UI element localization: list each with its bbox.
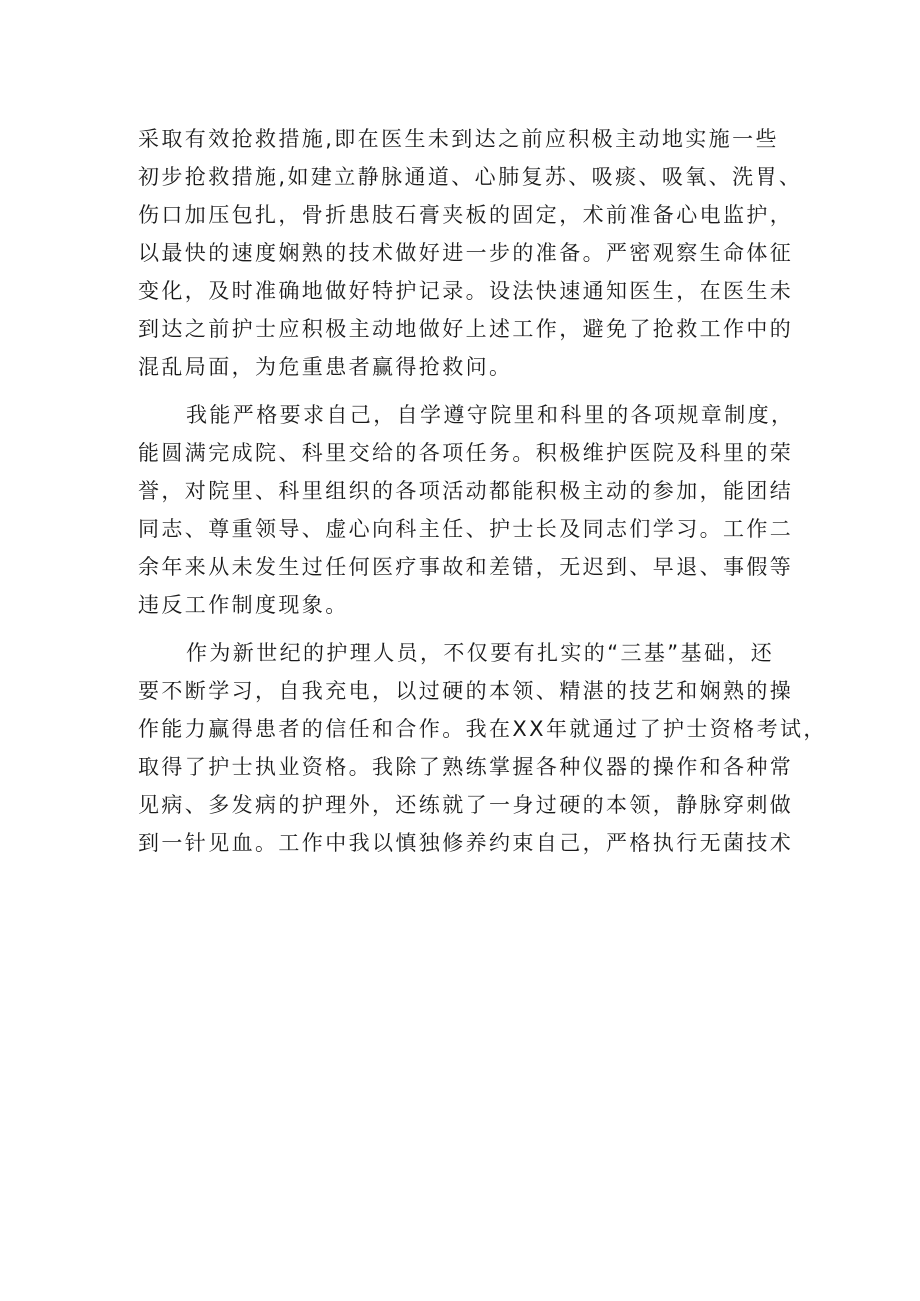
text-line: 采取有效抢救措施,即在医生未到达之前应积极主动地实施一些 (138, 127, 779, 151)
text-line: 余年来从未发生过任何医疗事故和差错，无迟到、早退、事假等 (138, 555, 794, 579)
text-line: 要不断学习，自我充电，以过硬的本领、精湛的技艺和娴熟的操 (138, 679, 794, 703)
text-line: 以最快的速度娴熟的技术做好进一步的准备。严密观察生命体征 (138, 241, 794, 265)
text-line: 取得了护士执业资格。我除了熟练掌握各种仪器的操作和各种常 (138, 755, 794, 779)
text-line: 变化，及时准确地做好特护记录。设法快速通知医生，在医生未 (138, 279, 794, 303)
text-line: 见病、多发病的护理外，还练就了一身过硬的本领，静脉穿刺做 (138, 793, 794, 817)
text-line: 誉，对院里、科里组织的各项活动都能积极主动的参加，能团结 (138, 479, 794, 503)
paragraph-2 (138, 396, 798, 624)
text-line: 作能力赢得患者的信任和合作。我在XX年就通过了护士资格考试， (138, 717, 827, 741)
paragraph-3 (138, 634, 827, 862)
text-line: 我能严格要求自己，自学遵守院里和科里的各项规章制度， (186, 403, 795, 427)
document-body (138, 120, 827, 872)
text-line: 能圆满完成院、科里交给的各项任务。积极维护医院及科里的荣 (138, 441, 794, 465)
text-line: 到达之前护士应积极主动地做好上述工作，避免了抢救工作中的 (138, 317, 794, 341)
text-line: 违反工作制度现象。 (138, 593, 349, 617)
text-line: 初步抢救措施,如建立静脉通道、心肺复苏、吸痰、吸氧、洗胃、 (138, 165, 803, 189)
text-line: 作为新世纪的护理人员，不仅要有扎实的“三基”基础，还 (186, 641, 775, 665)
text-line: 伤口加压包扎，骨折患肢石膏夹板的固定，术前准备心电监护， (138, 203, 794, 227)
text-line: 到一针见血。工作中我以慎独修养约束自己，严格执行无菌技术 (138, 831, 794, 855)
text-line: 混乱局面，为危重患者赢得抢救问。 (138, 355, 513, 379)
text-line: 同志、尊重领导、虚心向科主任、护士长及同志们学习。工作二 (138, 517, 794, 541)
paragraph-1 (138, 120, 803, 386)
